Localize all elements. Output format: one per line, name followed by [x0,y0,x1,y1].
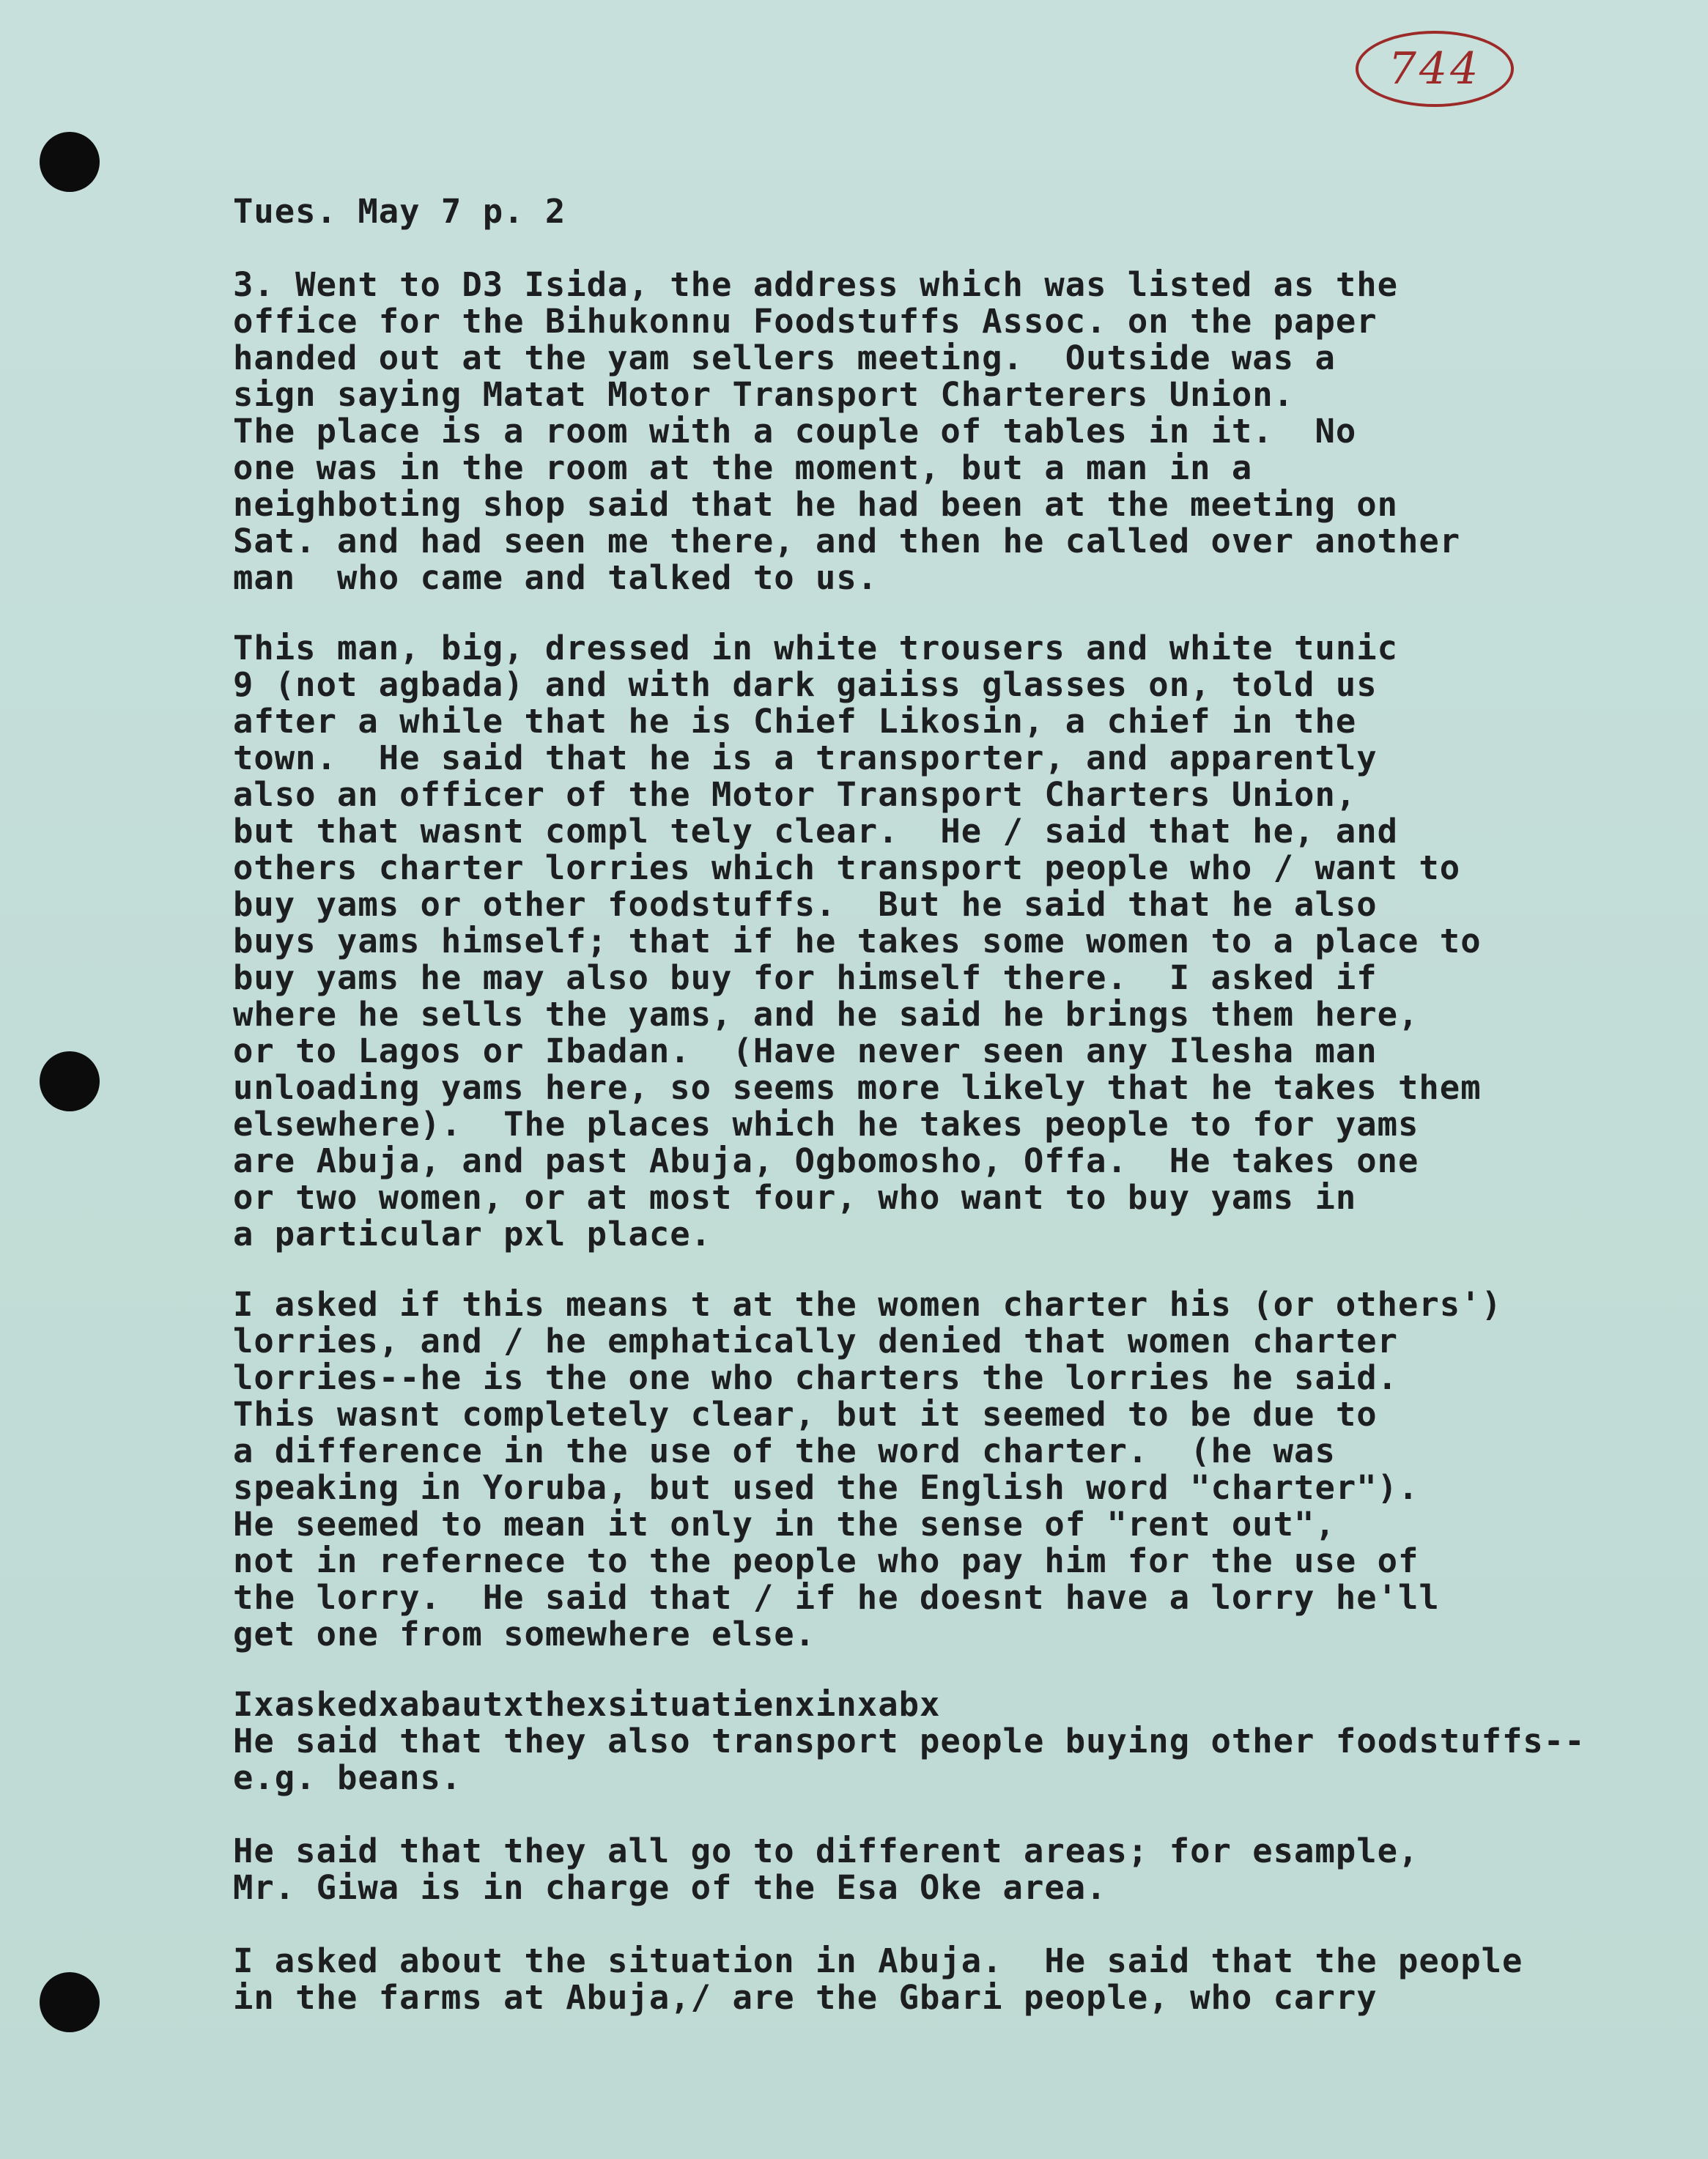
text-line: or two women, or at most four, who want to buy yams in [233,1178,1357,1217]
text-line: office for the Bihukonnu Foodstuffs Assoc. on the paper [233,302,1378,341]
text-line: get one from somewhere else. [233,1615,816,1653]
text-line: He said that they all go to different areas; for esample, [233,1832,1419,1870]
paragraph-4 [233,1686,1691,1796]
text-line: He said that they also transport people buying other foodstuffs-- [233,1722,1586,1760]
text-line: speaking in Yoruba, but used the English word "charter"). [233,1468,1419,1507]
text-line: I asked if this means t at the women charter his (or others') [233,1285,1502,1324]
text-line: a difference in the use of the word charter. (he was [233,1432,1336,1470]
text-line: lorries, and / he emphatically denied that women charter [233,1322,1399,1360]
text-line: handed out at the yam sellers meeting. Outside was a [233,338,1336,377]
text-line: The place is a room with a couple of tables in it. No [233,412,1357,451]
text-line: 9 (not agbada) and with dark gaiiss glasses on, told us [233,665,1378,704]
struck-text-line: Ixaskedxabautxthexsituatienxinxabx [233,1685,941,1724]
text-line: town. He said that he is a transporter, and apparently [233,738,1378,777]
text-line: after a while that he is Chief Likosin, a chief in the [233,702,1357,741]
text-line: Mr. Giwa is in charge of the Esa Oke area. [233,1868,1107,1907]
text-line: are Abuja, and past Abuja, Ogbomosho, Offa. He takes one [233,1141,1419,1180]
page-header: Tues. May 7 p. 2 [233,192,566,231]
text-line: e.g. beans. [233,1758,462,1797]
text-line: where he sells the yams, and he said he brings them here, [233,995,1419,1034]
text-line: 3. Went to D3 Isida, the address which was listed as the [233,265,1399,304]
text-line: or to Lagos or Ibadan. (Have never seen any Ilesha man [233,1032,1378,1070]
text-line: the lorry. He said that / if he doesnt have a lorry he'll [233,1578,1440,1617]
text-line: unloading yams here, so seems more likely that he takes them [233,1068,1482,1107]
text-line: but that wasnt compl tely clear. He / said that he, and [233,812,1399,851]
paragraph-6 [233,1943,1691,2016]
text-line: I asked about the situation in Abuja. He said that the people [233,1941,1523,1980]
text-line: lorries--he is the one who charters the lorries he said. [233,1358,1399,1397]
text-line: not in refernece to the people who pay him for the use of [233,1541,1419,1580]
binder-hole [40,1972,100,2032]
text-line: Sat. and had seen me there, and then he called over another [233,522,1461,560]
text-line: man who came and talked to us. [233,558,879,597]
text-line: sign saying Matat Motor Transport Charterers Union. [233,375,1295,414]
paragraph-3 [233,1286,1691,1653]
text-line: buys yams himself; that if he takes some women to a place to [233,922,1482,960]
text-line: elsewhere). The places which he takes people to for yams [233,1105,1419,1144]
text-line: This man, big, dressed in white trousers and white tunic [233,629,1399,667]
page-number-stamp: 744 [1356,31,1514,107]
text-line: buy yams or other foodstuffs. But he said that he also [233,885,1378,924]
paragraph-2 [233,630,1691,1253]
text-line: one was in the room at the moment, but a man in a [233,448,1253,487]
text-line: buy yams he may also buy for himself there. I asked if [233,958,1378,997]
binder-hole [40,1051,100,1111]
text-line: also an officer of the Motor Transport Charters Union, [233,775,1357,814]
text-line: This wasnt completely clear, but it seemed to be due to [233,1395,1378,1434]
typescript-body [233,193,1691,2016]
text-line: He seemed to mean it only in the sense of "rent out", [233,1505,1336,1544]
paragraph-5 [233,1833,1691,1906]
paragraph-1 [233,267,1691,596]
text-line: in the farms at Abuja,/ are the Gbari people, who carry [233,1978,1378,2017]
binder-hole [40,132,100,192]
text-line: a particular pxl place. [233,1215,712,1253]
text-line: others charter lorries which transport people who / want to [233,848,1461,887]
text-line: neighboting shop said that he had been at the meeting on [233,485,1399,524]
